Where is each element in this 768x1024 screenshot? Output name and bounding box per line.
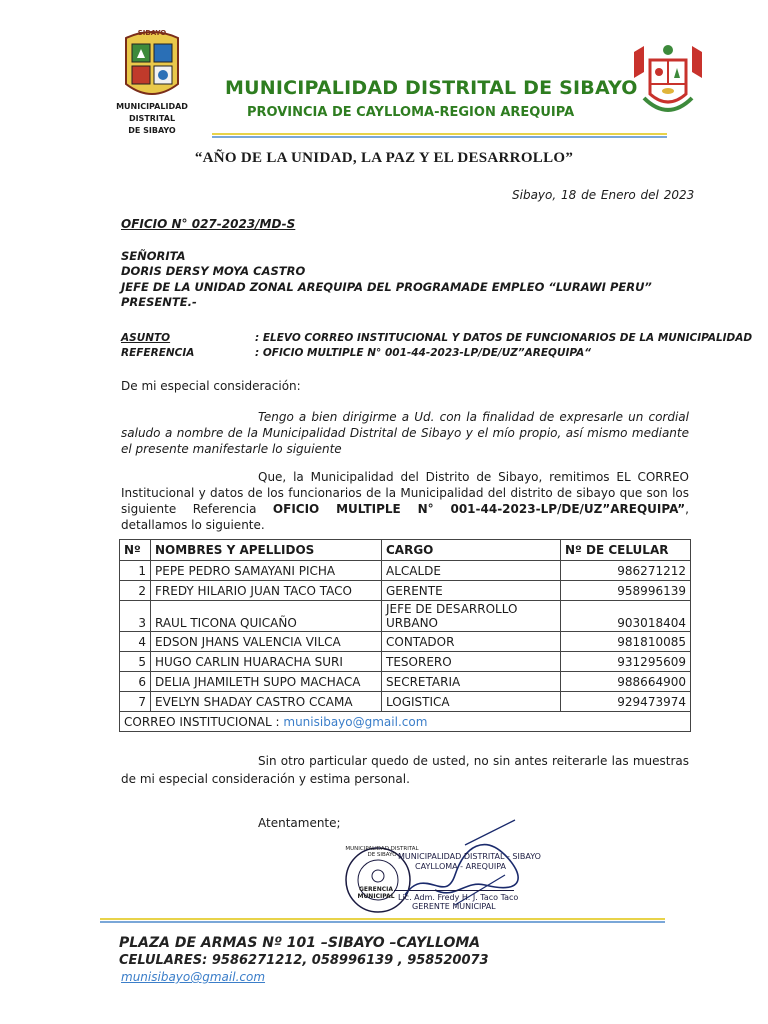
row-cargo: TESORERO [382,652,561,672]
sibayo-municipal-logo [112,26,192,106]
header-rule-yellow [212,133,667,135]
svg-text:SIBAYO: SIBAYO [137,29,167,37]
header-cargo: CARGO [382,540,561,561]
recipient-name: DORIS DERSY MOYA CASTRO [121,264,306,278]
signature-line [394,890,514,891]
year-motto: “AÑO DE LA UNIDAD, LA PAZ Y EL DESARROLLO” [194,150,574,166]
row-name: HUGO CARLIN HUARACHA SURI [151,652,382,672]
footer-rule-yellow [100,918,665,920]
referencia-value: : OFICIO MULTIPLE N° 001-44-2023-LP/DE/UZ”AREQUIPA“ [255,347,591,359]
farewell: Atentamente; [258,816,341,830]
table-row [120,672,691,692]
row-cargo: JEFE DE DESARROLLO URBANO [382,601,561,632]
closing-paragraph: Sin otro particular quedo de usted, no sin antes reiterarle las muestras de mi especial consideración y estima personal. [121,754,689,786]
signer-name: Lic. Adm. Fredy H. J. Taco Taco [398,893,519,902]
row-cargo: SECRETARIA [382,672,561,692]
recipient-presente: PRESENTE.- [121,295,197,309]
paragraph-body [121,469,689,533]
institutional-email-cell [120,712,691,732]
logo-caption-line-2: DE SIBAYO [128,126,176,135]
table-row [120,601,691,632]
table-email-row [120,712,691,732]
signer-position: GERENTE MUNICIPAL [412,902,496,911]
paragraph-body-text: Que, la Municipalidad del Distrito de Sibayo, remitimos EL CORREO Institucional y datos de los funcionarios de la Municipalidad del distrito de sibayo que son los siguiente Referencia [121,470,689,516]
row-number: 1 [120,561,151,581]
footer-phones: CELULARES: 9586271212, 058996139 , 958520073 [119,953,489,968]
asunto-label: ASUNTO [121,332,171,344]
footer-email-link[interactable]: munisibayo@gmail.com [121,970,266,984]
row-cargo: GERENTE [382,581,561,601]
row-cargo: CONTADOR [382,632,561,652]
recipient-position: JEFE DE LA UNIDAD ZONAL AREQUIPA DEL PROGRAMADE EMPLEO “LURAWI PERU” [121,280,652,294]
row-name: EVELYN SHADAY CASTRO CCAMA [151,692,382,712]
table-row [120,632,691,652]
email-label: CORREO INSTITUCIONAL : [124,714,284,729]
row-number: 6 [120,672,151,692]
footer-rule-blue [100,921,665,923]
row-number: 4 [120,632,151,652]
row-number: 7 [120,692,151,712]
row-celular: 986271212 [561,561,691,581]
seal-center-line-1: GERENCIA [358,886,394,893]
row-name: PEPE PEDRO SAMAYANI PICHA [151,561,382,581]
seal-center-line-2: MUNICIPAL [357,893,395,900]
header-number: Nº [120,540,151,561]
row-celular: 981810085 [561,632,691,652]
greeting: De mi especial consideración: [121,379,301,393]
officials-table [119,539,691,732]
letter-date: Sibayo, 18 de Enero del 2023 [512,188,695,202]
peru-coat-of-arms [628,42,708,126]
header-rule-blue [212,136,667,138]
oficio-number: OFICIO N° 027-2023/MD-S [121,217,296,231]
row-name: FREDY HILARIO JUAN TACO TACO [151,581,382,601]
paragraph-body-reference: OFICIO MULTIPLE N° 001-44-2023-LP/DE/UZ”AREQUIPA” [272,502,686,516]
footer-address: PLAZA DE ARMAS Nº 101 –SIBAYO –CAYLLOMA [119,935,481,951]
row-cargo: ALCALDE [382,561,561,581]
logo-caption [92,101,212,137]
row-number: 3 [120,601,151,632]
table-row [120,652,691,672]
table-row [120,581,691,601]
header-celular: Nº DE CELULAR [561,540,691,561]
row-celular: 929473974 [561,692,691,712]
recipient-title: SEÑORITA [121,249,186,263]
row-celular: 988664900 [561,672,691,692]
row-name: EDSON JHANS VALENCIA VILCA [151,632,382,652]
row-number: 5 [120,652,151,672]
seal-ring-text: MUNICIPALIDAD DISTRITAL DE SIBAYO [345,846,419,858]
table-header-row [120,540,691,561]
table-row [120,692,691,712]
paragraph-intro: Tengo a bien dirigirme a Ud. con la finalidad de expresarle un cordial saludo a nombre de la Municipalidad Distrital de Sibayo y el mío propio, así mismo mediante el presente manifestarle lo siguiente [121,410,689,456]
logo-caption-line-1: MUNICIPALIDAD DISTRITAL [116,102,188,123]
stamp-line-2: CAYLLOMA - AREQUIPA [415,862,506,871]
asunto-value: : ELEVO CORREO INSTITUCIONAL Y DATOS DE FUNCIONARIOS DE LA MUNICIPALIDAD [255,332,753,344]
paragraph-body-end: , detallamos lo siguiente. [121,502,689,532]
row-cargo: LOGISTICA [382,692,561,712]
municipality-title: MUNICIPALIDAD DISTRITAL DE SIBAYO [225,77,638,99]
stamp-line-1: MUNICIPALIDAD DISTRITAL - SIBAYO [398,852,541,861]
row-celular: 931295609 [561,652,691,672]
row-celular: 903018404 [561,601,691,632]
institutional-email-link[interactable]: munisibayo@gmail.com [283,714,428,729]
table-row [120,561,691,581]
header-names: NOMBRES Y APELLIDOS [151,540,382,561]
row-number: 2 [120,581,151,601]
row-celular: 958996139 [561,581,691,601]
referencia-label: REFERENCIA [121,347,195,359]
row-name: RAUL TICONA QUICAÑO [151,601,382,632]
province-subtitle: PROVINCIA DE CAYLLOMA-REGION AREQUIPA [247,105,575,120]
row-name: DELIA JHAMILETH SUPO MACHACA [151,672,382,692]
